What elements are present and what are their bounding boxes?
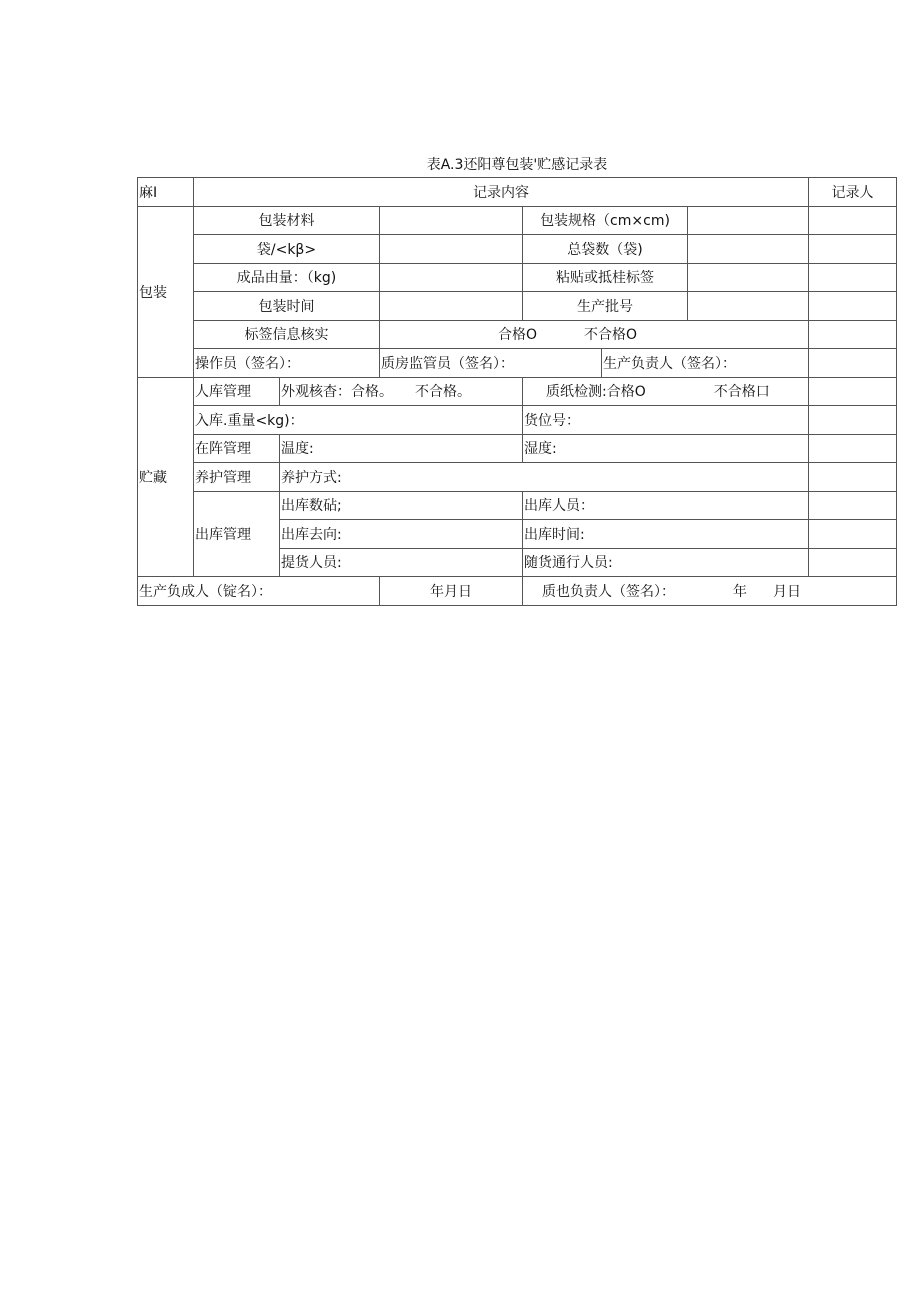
maintenance-method-field[interactable]: 养护方式: (280, 463, 809, 492)
inbound-weight-field[interactable]: 入库.重量<kg)： (194, 406, 523, 435)
maintenance-mgmt-label: 养护管理 (194, 463, 280, 492)
pack-spec-label: 包装规格（cm×cm) (523, 206, 688, 235)
table-row (138, 377, 897, 406)
recorder-cell[interactable] (809, 520, 897, 549)
table-row (138, 320, 897, 349)
pickup-staff-field[interactable]: 提货人员: (280, 548, 523, 577)
label-check-label: 标签信息核实 (194, 320, 380, 349)
recorder-cell[interactable] (809, 434, 897, 463)
table-row (138, 263, 897, 292)
table-row (138, 206, 897, 235)
temperature-field[interactable]: 温度: (280, 434, 523, 463)
table-row (138, 292, 897, 321)
footer-row (138, 577, 897, 606)
label-check-fail-option[interactable]: 不合格O (583, 327, 637, 344)
outbound-qty-field[interactable]: 出库数砧; (280, 491, 523, 520)
form-title: 表A.3还阳尊包装'贮感记录表 (426, 157, 608, 173)
header-serial: 麻I (138, 178, 194, 207)
quality-owner-month-day[interactable]: 月日 (773, 583, 801, 600)
qc-supervisor-sign-label: 质房监管员（签名）： (380, 349, 602, 378)
label-paste-label: 粘贴或抵桂标签 (523, 263, 688, 292)
recorder-cell[interactable] (809, 263, 897, 292)
table-row (138, 235, 897, 264)
quality-owner-sign (523, 577, 897, 606)
table-row (138, 463, 897, 492)
quality-test (523, 377, 809, 406)
outbound-dest-field[interactable]: 出库去向: (280, 520, 523, 549)
recorder-cell[interactable] (809, 320, 897, 349)
recorder-cell[interactable] (809, 406, 897, 435)
header-content: 记录内容 (194, 178, 809, 207)
quality-owner-year[interactable]: 年 (733, 583, 747, 600)
pack-time-label: 包装时间 (194, 292, 380, 321)
total-bags-label: 总袋数（袋) (523, 235, 688, 264)
quality-owner-sign-label: 质也负责人（签名）： (542, 583, 675, 600)
inbound-mgmt-label: 人库管理 (194, 377, 280, 406)
pack-material-value[interactable] (380, 206, 523, 235)
recorder-cell[interactable] (809, 463, 897, 492)
pack-time-value[interactable] (380, 292, 523, 321)
bag-weight-label: 袋/<kβ> (194, 235, 380, 264)
outbound-time-field[interactable]: 出库时间: (523, 520, 809, 549)
header-row (138, 178, 897, 207)
prod-owner-sign-label: 生产负成人（锭名）： (138, 577, 380, 606)
appearance-check (280, 377, 523, 406)
label-check-pass-option[interactable]: 合格O (497, 327, 537, 344)
pack-material-label: 包装材料 (194, 206, 380, 235)
humidity-field[interactable]: 湿度: (523, 434, 809, 463)
batch-value[interactable] (688, 292, 809, 321)
appearance-pass-option[interactable]: 外观核杳：合格。 (281, 384, 393, 401)
batch-label: 生产批号 (523, 292, 688, 321)
section-storage: 贮藏 (138, 377, 194, 577)
escort-staff-field[interactable]: 随货通行人员: (523, 548, 809, 577)
label-paste-value[interactable] (688, 263, 809, 292)
prod-manager-sign-label: 生产负责人（签名）： (602, 349, 809, 378)
recorder-cell[interactable] (809, 292, 897, 321)
label-check-options (380, 320, 809, 349)
recorder-cell[interactable] (809, 206, 897, 235)
product-qty-value[interactable] (380, 263, 523, 292)
table-row (138, 406, 897, 435)
table-row (138, 491, 897, 520)
pack-spec-value[interactable] (688, 206, 809, 235)
record-table (137, 177, 897, 606)
section-packaging: 包装 (138, 206, 194, 377)
appearance-fail-option[interactable]: 不合格。 (415, 384, 471, 401)
quality-pass-option[interactable]: 质纸检测:合格O (546, 384, 646, 401)
operator-sign-label: 操作员（签名）： (194, 349, 380, 378)
recorder-cell[interactable] (809, 491, 897, 520)
prod-owner-date[interactable]: 年月日 (380, 577, 523, 606)
quality-fail-option[interactable]: 不合格口 (713, 384, 770, 401)
table-row (138, 434, 897, 463)
location-no-field[interactable]: 货位号： (523, 406, 809, 435)
recorder-cell[interactable] (809, 548, 897, 577)
recorder-cell[interactable] (809, 377, 897, 406)
table-row (138, 349, 897, 378)
outbound-staff-field[interactable]: 出库人员： (523, 491, 809, 520)
recorder-cell[interactable] (809, 349, 897, 378)
outbound-mgmt-label: 出库管理 (194, 491, 280, 577)
in-stock-mgmt-label: 在阵管理 (194, 434, 280, 463)
total-bags-value[interactable] (688, 235, 809, 264)
recorder-cell[interactable] (809, 235, 897, 264)
bag-weight-value[interactable] (380, 235, 523, 264)
product-qty-label: 成品由量：（kg) (194, 263, 380, 292)
header-recorder: 记录人 (809, 178, 897, 207)
